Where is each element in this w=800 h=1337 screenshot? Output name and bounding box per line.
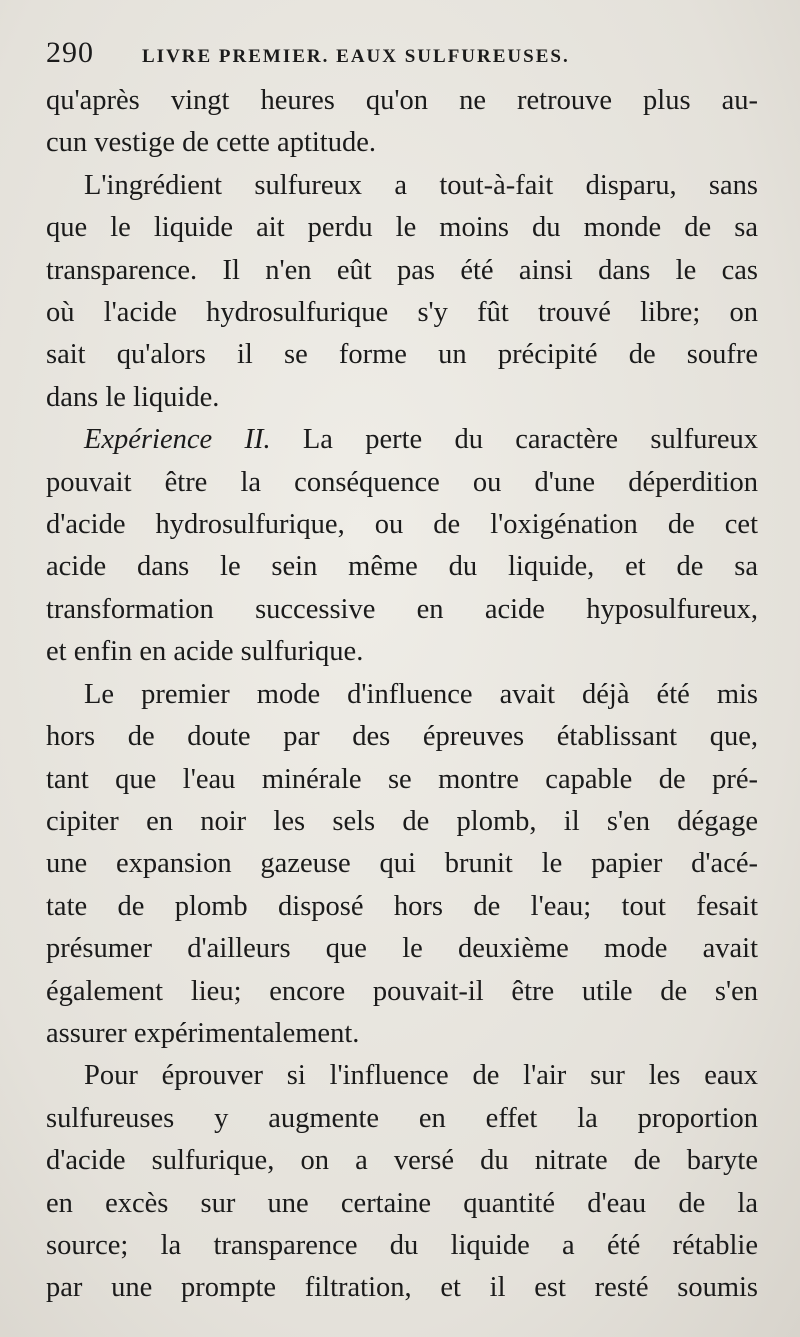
- text-line: d'acide hydrosulfurique, ou de l'oxigénation de cet: [46, 509, 758, 541]
- text-line: Pour éprouver si l'influence de l'air sur les eaux: [84, 1060, 758, 1092]
- paragraph: [46, 1055, 758, 1309]
- text-line: d'acide sulfurique, on a versé du nitrate de baryte: [46, 1145, 758, 1177]
- text-line: une expansion gazeuse qui brunit le papier d'acé-: [46, 848, 758, 880]
- text-line: où l'acide hydrosulfurique s'y fût trouvé libre; on: [46, 297, 758, 329]
- text-line: transparence. Il n'en eût pas été ainsi dans le cas: [46, 254, 758, 286]
- text-line: qu'après vingt heures qu'on ne retrouve plus au-: [46, 85, 758, 116]
- text-line: Le premier mode d'influence avait déjà été mis: [84, 678, 758, 710]
- text-line: dans le liquide.: [46, 381, 220, 413]
- paragraph: [46, 674, 758, 1056]
- text-line: sulfureuses y augmente en effet la proportion: [46, 1102, 758, 1134]
- text-line: source; la transparence du liquide a été rétablie: [46, 1229, 758, 1261]
- text-line: tate de plomb disposé hors de l'eau; tout fesait: [46, 890, 758, 922]
- text-line: transformation successive en acide hyposulfureux,: [46, 593, 758, 625]
- text-line: cipiter en noir les sels de plomb, il s'en dégage: [46, 805, 758, 837]
- italic-lead: Expérience II.: [84, 424, 271, 456]
- text-line: présumer d'ailleurs que le deuxième mode avait: [46, 933, 758, 965]
- text-line: en excès sur une certaine quantité d'eau de la: [46, 1187, 758, 1219]
- text-line: L'ingrédient sulfureux a tout-à-fait disparu, sans: [84, 169, 758, 201]
- page-header: [46, 36, 760, 76]
- paragraph: [46, 165, 758, 419]
- body-text: [46, 80, 758, 1310]
- text-line: sait qu'alors il se forme un précipité de soufre: [46, 339, 758, 371]
- paragraph: [46, 80, 758, 165]
- text-line: hors de doute par des épreuves établissant que,: [46, 721, 758, 753]
- text-line: acide dans le sein même du liquide, et de sa: [46, 551, 758, 583]
- text-line: que le liquide ait perdu le moins du monde de sa: [46, 212, 758, 244]
- text-line: également lieu; encore pouvait-il être utile de s'en: [46, 975, 758, 1007]
- running-title: LIVRE PREMIER. EAUX SULFUREUSES.: [142, 46, 570, 67]
- text-line: et enfin en acide sulfurique.: [46, 636, 364, 668]
- text-line: par une prompte filtration, et il est resté soumis: [46, 1272, 758, 1304]
- text-run: La perte du caractère sulfureux: [270, 424, 758, 456]
- text-line: tant que l'eau minérale se montre capable de pré-: [46, 763, 758, 795]
- text-line: cun vestige de cette aptitude.: [46, 127, 376, 159]
- text-line: assurer expérimentalement.: [46, 1017, 360, 1049]
- text-line: pouvait être la conséquence ou d'une déperdition: [46, 466, 758, 498]
- paragraph: [46, 419, 758, 673]
- text-line: [46, 419, 758, 461]
- page-number: 290: [46, 36, 94, 69]
